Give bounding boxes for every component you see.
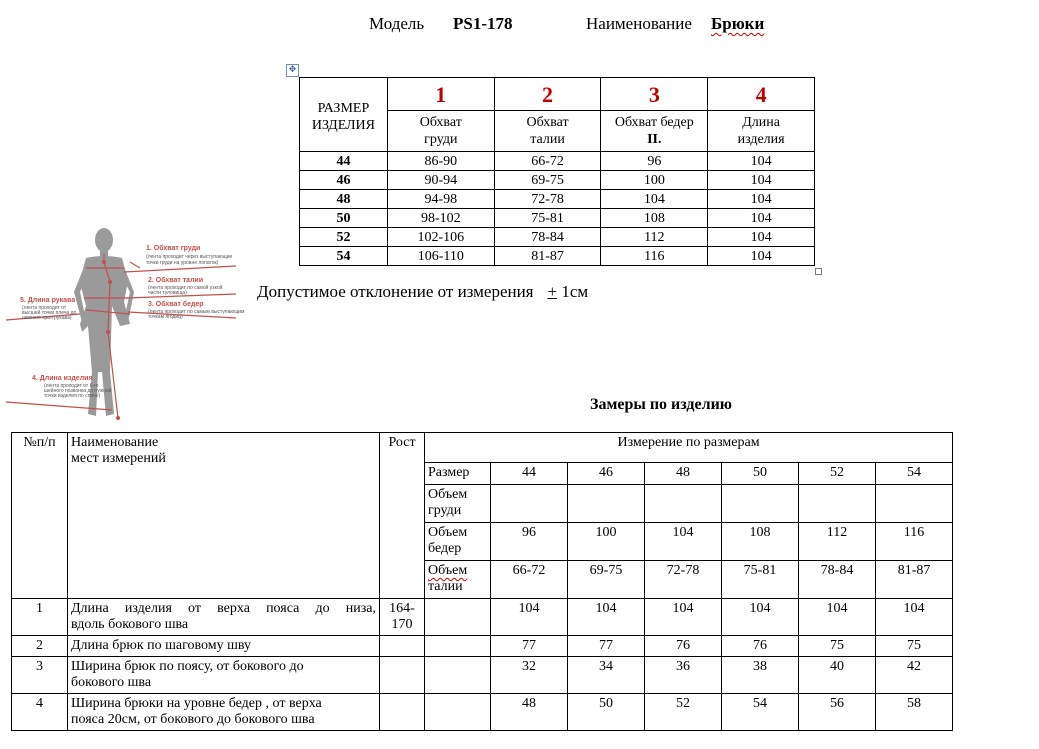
row-name-line: бокового шва	[71, 675, 152, 690]
col-label-length	[708, 111, 815, 152]
row-height	[380, 657, 425, 694]
tolerance-line	[257, 282, 588, 302]
row-value: 54	[722, 694, 799, 731]
waist-value: 78-84	[799, 561, 876, 599]
row-height	[380, 694, 425, 731]
row-value: 48	[491, 694, 568, 731]
size-cell: 52	[300, 228, 388, 247]
label-hips: 3. Обхват бедер	[148, 301, 204, 308]
hips-value: 112	[799, 523, 876, 561]
label-waist: 2. Обхват талии	[148, 277, 204, 284]
label-line: талии	[530, 132, 565, 147]
row-height	[380, 599, 425, 636]
waist-value: 75-81	[722, 561, 799, 599]
row-spacer	[425, 657, 491, 694]
table-row	[12, 657, 953, 694]
name-value	[711, 14, 764, 34]
waist-cell: 69-75	[494, 171, 601, 190]
chest-cell: 106-110	[387, 247, 494, 266]
size-header-cell: 48	[645, 463, 722, 485]
row-value: 104	[645, 599, 722, 636]
body-measurement-figure	[0, 222, 250, 432]
size-row-label: Размер	[425, 463, 491, 485]
hips-cell: 104	[601, 190, 708, 209]
row-value: 40	[799, 657, 876, 694]
size-table-corner	[300, 78, 388, 152]
label-hips-note: точкам ягодиц)	[148, 314, 183, 320]
label-length-note: шейного позвонка до нужной	[44, 388, 112, 394]
label-line: Длина	[742, 115, 780, 130]
col-number: 2	[494, 78, 601, 111]
size-table	[299, 77, 815, 266]
chest-cell	[645, 485, 722, 523]
hips-value: 116	[876, 523, 953, 561]
table-row	[12, 694, 953, 731]
row-number: 2	[12, 636, 68, 657]
header-row	[12, 433, 953, 463]
size-header-cell: 44	[491, 463, 568, 485]
row-value: 75	[876, 636, 953, 657]
size-header-cell: 46	[568, 463, 645, 485]
table-resize-handle[interactable]	[815, 268, 822, 275]
size-header-cell: 54	[876, 463, 953, 485]
waist-cell: 66-72	[494, 152, 601, 171]
row-value: 36	[645, 657, 722, 694]
waist-cell: 81-87	[494, 247, 601, 266]
waist-cell: 78-84	[494, 228, 601, 247]
row-name-line: пояса 20см, от бокового до бокового шва	[71, 712, 315, 727]
length-cell: 104	[708, 209, 815, 228]
hips-cell: 100	[601, 171, 708, 190]
col-label-hips	[601, 111, 708, 152]
row-name	[68, 599, 380, 636]
row-spacer	[425, 636, 491, 657]
row-name	[68, 657, 380, 694]
model-code: PS1-178	[453, 14, 513, 33]
height-header: Рост	[380, 433, 425, 599]
row-height-line: 170	[391, 617, 413, 632]
hips-cell: 96	[601, 152, 708, 171]
row-value: 34	[568, 657, 645, 694]
chest-cell	[491, 485, 568, 523]
row-height	[380, 636, 425, 657]
hips-label-line: Объем	[428, 525, 468, 540]
row-height-line: 164-	[389, 601, 415, 616]
label-line: груди	[424, 132, 458, 147]
row-name-line: Длина брюк по шаговому шву	[71, 638, 252, 653]
label-line: Обхват	[419, 115, 462, 130]
measurements-table	[11, 432, 953, 731]
row-value: 104	[722, 599, 799, 636]
chest-cell	[876, 485, 953, 523]
waist-label-line: талии	[428, 579, 463, 594]
chest-cell	[799, 485, 876, 523]
label-length-note: (лента проходит от 6-го	[44, 383, 99, 389]
waist-label	[425, 561, 491, 599]
size-row	[300, 228, 815, 247]
chest-cell: 98-102	[387, 209, 494, 228]
size-row	[300, 171, 815, 190]
hips-value: 108	[722, 523, 799, 561]
name-header-line: Наименование	[71, 435, 159, 450]
row-value: 32	[491, 657, 568, 694]
col-number: 1	[387, 78, 494, 111]
num-header: №п/п	[12, 433, 68, 599]
hips-value: 100	[568, 523, 645, 561]
label-line: изделия	[737, 132, 785, 147]
waist-cell: 75-81	[494, 209, 601, 228]
name-label: Наименование	[586, 14, 692, 33]
chest-cell	[568, 485, 645, 523]
waist-value: 69-75	[568, 561, 645, 599]
label-waist-note: (лента проходит по самой узкой	[148, 285, 223, 291]
size-table-number-row	[300, 78, 815, 111]
row-value: 58	[876, 694, 953, 731]
table-row	[12, 636, 953, 657]
length-cell: 104	[708, 247, 815, 266]
plus-minus-sign: +	[547, 282, 558, 301]
row-value: 76	[645, 636, 722, 657]
label-line: II.	[647, 132, 662, 147]
model-label: Модель	[369, 14, 425, 33]
waist-label-line: Объем	[428, 563, 468, 578]
label-chest-note: (лента проходит через выступающие	[146, 254, 233, 260]
corner-label-line: РАЗМЕР	[317, 100, 370, 116]
row-name-line: Ширина брюки на уровне бедер , от верха	[71, 696, 322, 711]
label-waist-note: части туловища)	[148, 290, 187, 296]
row-name-line: Ширина брюк по поясу, от бокового до	[71, 659, 304, 674]
size-cell: 44	[300, 152, 388, 171]
hips-cell: 112	[601, 228, 708, 247]
chest-cell: 86-90	[387, 152, 494, 171]
chest-cell	[722, 485, 799, 523]
chest-label	[425, 485, 491, 523]
row-value: 52	[645, 694, 722, 731]
label-sleeve-note: (лента проходит от	[22, 305, 67, 311]
row-value: 77	[568, 636, 645, 657]
row-spacer	[425, 599, 491, 636]
row-value: 75	[799, 636, 876, 657]
length-cell: 104	[708, 171, 815, 190]
waist-value: 66-72	[491, 561, 568, 599]
label-chest-note: точки груди на уровне лопаток)	[146, 260, 219, 266]
row-number: 1	[12, 599, 68, 636]
hips-value: 96	[491, 523, 568, 561]
row-value: 104	[568, 599, 645, 636]
hips-label	[425, 523, 491, 561]
row-value: 42	[876, 657, 953, 694]
row-spacer	[425, 694, 491, 731]
waist-cell: 72-78	[494, 190, 601, 209]
size-cell: 48	[300, 190, 388, 209]
chest-cell: 94-98	[387, 190, 494, 209]
row-value: 50	[568, 694, 645, 731]
chest-label-line: груди	[428, 503, 462, 518]
col-label-waist	[494, 111, 601, 152]
row-name-line: Длина изделия от верха пояса до низа,	[71, 601, 376, 616]
row-name	[68, 636, 380, 657]
row-value: 56	[799, 694, 876, 731]
by-sizes-header: Измерение по размерам	[425, 433, 953, 463]
table-row	[12, 599, 953, 636]
col-label-chest	[387, 111, 494, 152]
row-number: 4	[12, 694, 68, 731]
tolerance-text: Допустимое отклонение от измерения	[257, 282, 534, 301]
size-cell: 54	[300, 247, 388, 266]
row-value: 104	[799, 599, 876, 636]
size-row	[300, 152, 815, 171]
col-number: 3	[601, 78, 708, 111]
size-row	[300, 190, 815, 209]
hips-value: 104	[645, 523, 722, 561]
size-cell: 50	[300, 209, 388, 228]
label-line: Обхват бедер	[614, 115, 694, 130]
label-hips-note: (лента проходит по самым выступающим	[148, 309, 245, 315]
row-name-line: вдоль бокового шва	[71, 617, 189, 632]
chest-cell: 90-94	[387, 171, 494, 190]
waist-value: 81-87	[876, 561, 953, 599]
hips-label-line: бедер	[428, 541, 462, 556]
waist-value: 72-78	[645, 561, 722, 599]
row-value: 76	[722, 636, 799, 657]
size-cell: 46	[300, 171, 388, 190]
product-name: Брюки	[711, 14, 765, 33]
tolerance-value: 1см	[557, 282, 589, 301]
size-row	[300, 247, 815, 266]
row-number: 3	[12, 657, 68, 694]
size-row	[300, 209, 815, 228]
size-header-cell: 50	[722, 463, 799, 485]
model-value	[453, 14, 513, 34]
measurements-title: Замеры по изделию	[590, 396, 733, 413]
label-chest: 1. Обхват груди	[146, 245, 201, 252]
row-value: 38	[722, 657, 799, 694]
label-sleeve: 5. Длина рукава	[20, 297, 76, 304]
label-sleeve-note: высшей точки плеча до	[22, 310, 77, 316]
label-line: Обхват	[526, 115, 569, 130]
name-header	[68, 433, 380, 599]
chest-label-line: Объем	[428, 487, 468, 502]
label-length: 4. Длина изделия	[32, 375, 93, 382]
row-value: 77	[491, 636, 568, 657]
length-cell: 104	[708, 228, 815, 247]
size-header-cell: 52	[799, 463, 876, 485]
length-cell: 104	[708, 152, 815, 171]
row-value: 104	[491, 599, 568, 636]
length-cell: 104	[708, 190, 815, 209]
name-header-line: мест измерений	[71, 451, 166, 466]
hips-cell: 108	[601, 209, 708, 228]
col-number: 4	[708, 78, 815, 111]
table-move-handle-icon[interactable]: ✥	[286, 64, 299, 77]
hips-cell: 116	[601, 247, 708, 266]
label-length-note: точки изделия по спине)	[44, 393, 101, 399]
chest-cell: 102-106	[387, 228, 494, 247]
row-value: 104	[876, 599, 953, 636]
label-sleeve-note: нижнего края рукава)	[22, 315, 72, 321]
row-name	[68, 694, 380, 731]
corner-label-line: ИЗДЕЛИЯ	[311, 117, 376, 133]
